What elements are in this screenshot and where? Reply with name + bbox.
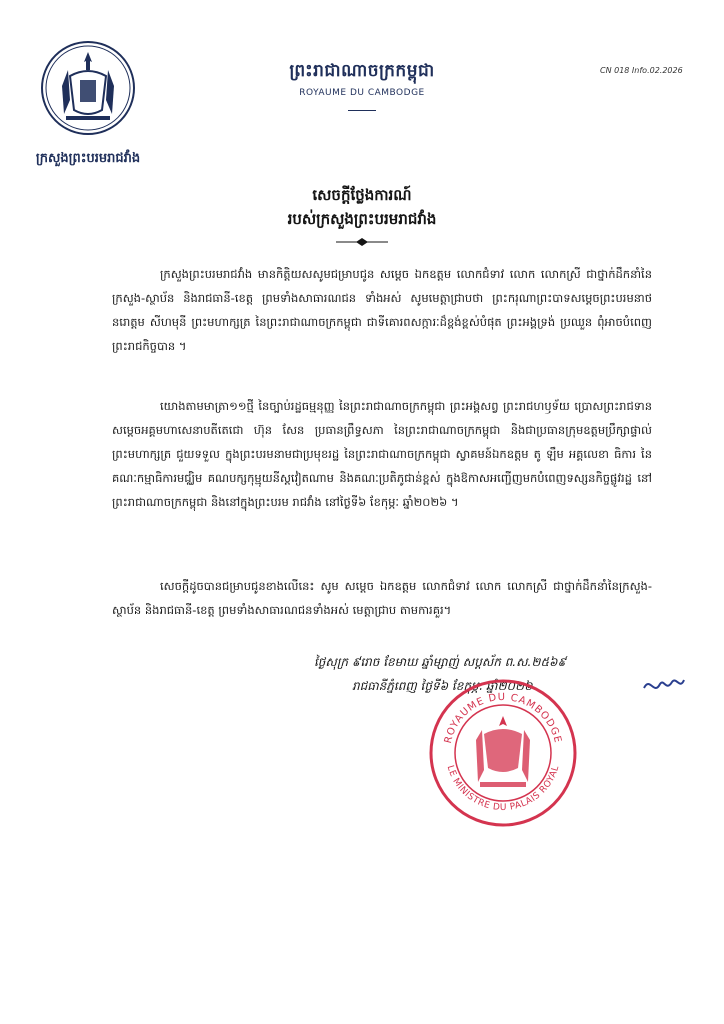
ministry-name: ក្រសួងព្រះបរមរាជវាំង: [35, 151, 141, 166]
document-subtitle: របស់ក្រសួងព្រះបរមរាជវាំង: [287, 210, 437, 228]
document-title: សេចក្តីថ្លែងការណ៍: [312, 186, 412, 204]
paragraph-2-text: យោងតាមមាត្រា១១ថ្មី នៃច្បាប់រដ្ឋធម្មនុញ្ញ នៃព្រះរាជាណាចក្រកម្ពុជា ព្រះអង្គសព្វ ព្រះរាជហឫទ័យ ប្រោសព្រះរាជទាន សម្តេចអគ្គមហាសេនាបតីតេជោ ហ៊ុន សែន ប្រធានព្រឹទ្ធសភា នៃព្រះរាជាណាចក្រកម្ពុជា និងជាប្រធានក្រុមឧត្តមប្រឹក្សាផ្ទាល់ ព្រះមហាក្សត្រ ជួយទទួល ក្នុងព្រះបរមនាមជាប្រមុខរដ្ឋ នៃព្រះរាជាណាចក្រកម្ពុជា ស្វាគមន៍ឯកឧត្តម តូ ឡឹម អគ្គលេខា ធិការ នៃគណៈកម្មាធិការមជ្ឈិម គណបក្សកុម្មុយនីស្តវៀតណាម និងគណៈប្រតិភូជាន់ខ្ពស់ ក្នុងឱកាសអញ្ជើញមកបំពេញទស្សនកិច្ចផ្លូវរដ្ឋ នៅព្រះរាជាណាចក្រកម្ពុជា និងនៅក្នុងព្រះបរម រាជវាំង នៅថ្ងៃទី៦ ខែកុម្ភៈ ឆ្នាំ២០២៦ ។: [112, 399, 652, 509]
reference-number: CN 018 Info.02.2026: [600, 66, 683, 75]
paragraph-1-text: ក្រសួងព្រះបរមរាជវាំង មានកិត្តិយសសូមជម្រាបជូន សម្តេច ឯកឧត្តម លោកជំទាវ លោក លោកស្រី ជាថ្នាក់ដឹកនាំនៃក្រសួង-ស្ថាប័ន និងរាជធានី-ខេត្ត ព្រមទាំងសាធារណជន ទាំងអស់ សូមមេត្តាជ្រាបថា ព្រះករុណាព្រះបាទសម្តេចព្រះបរមនាថ នរោត្តម សីហមុនី ព្រះមហាក្សត្រ នៃព្រះរាជាណាចក្រកម្ពុជា ជាទីគោរពសក្ការៈដ៏ខ្ពង់ខ្ពស់បំផុត ព្រះអង្គទ្រង់ ប្រឈួន ពុំអាចបំពេញព្រះរាជកិច្ចបាន ។: [112, 267, 652, 353]
body-paragraph-3: [112, 574, 652, 622]
seal-bottom-text: LE MINISTRE DU PALAIS ROYAL: [444, 764, 562, 814]
lunar-date-line: ថ្ងៃសុក្រ ៩រោច ខែមាឃ ឆ្នាំម្សាញ់ សប្តស័ក ព.ស.២៥៦៩: [314, 655, 566, 669]
paragraph-3-text: សេចក្តីដូចបានជម្រាបជូនខាងលើនេះ សូម សម្តេច ឯកឧត្តម លោកជំទាវ លោក លោកស្រី ជាថ្នាក់ដឹកនាំនៃក្រសួង-ស្ថាប័ន និងរាជធានី-ខេត្ត ព្រមទាំងសាធារណជនទាំងអស់ មេត្តាជ្រាប តាមការគួរ។: [112, 579, 652, 617]
ornamental-divider-icon: [336, 238, 388, 246]
seal-top-text: ROYAUME DU CAMBODGE: [442, 691, 564, 745]
body-paragraph-2: [112, 394, 652, 514]
place-date-line: រាជធានីភ្នំពេញ ថ្ងៃទី៦ ខែកុម្ភៈ ឆ្នាំ២០២៦: [352, 679, 533, 693]
header-rule: [348, 110, 376, 111]
kingdom-title-french: ROYAUME DU CAMBODGE: [299, 88, 425, 98]
handwritten-signature-icon: [640, 672, 686, 698]
kingdom-title-khmer: ព្រះរាជាណាចក្រកម្ពុជា: [289, 61, 435, 81]
body-paragraph-1: [112, 262, 652, 358]
official-red-seal-icon: [428, 678, 578, 828]
royal-arms-emblem-icon: [40, 40, 136, 136]
